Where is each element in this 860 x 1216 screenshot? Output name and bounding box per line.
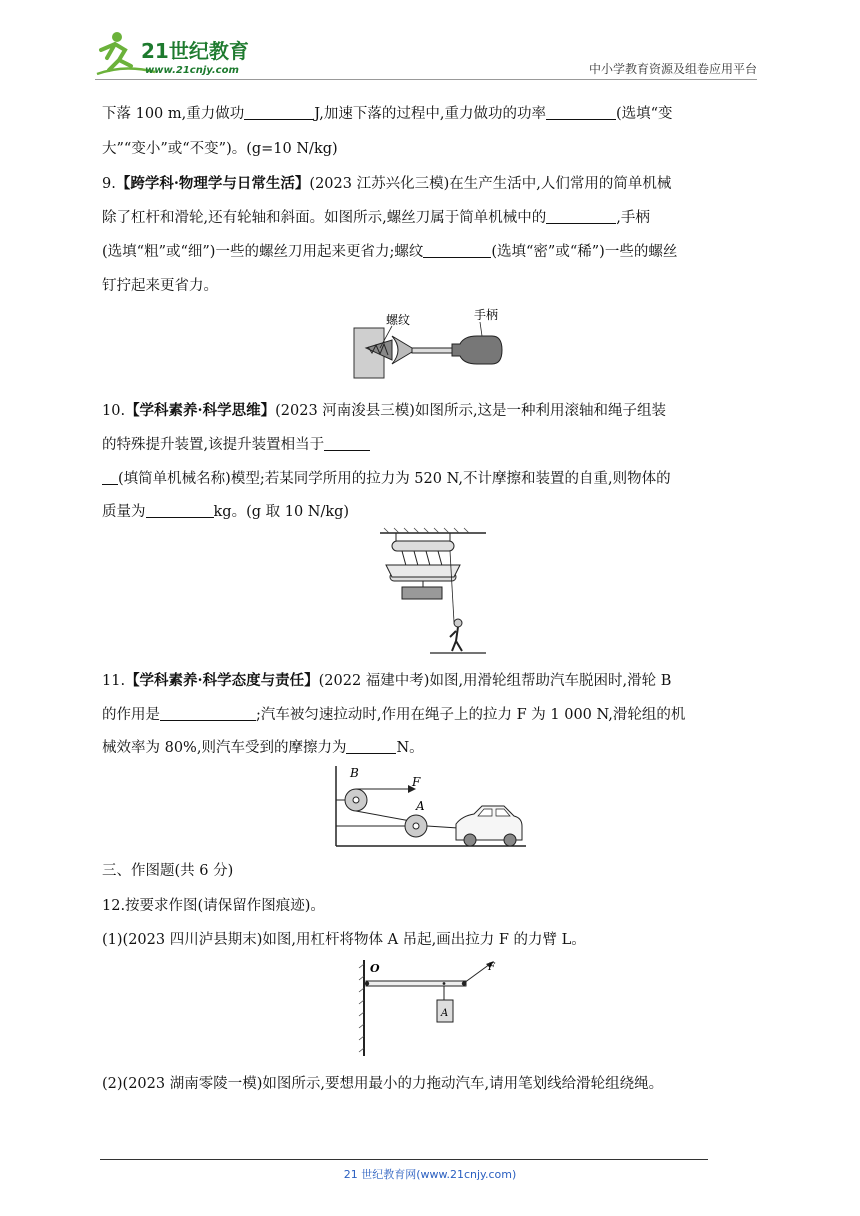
q11-line-1: 11.【学科素养·科学态度与责任】(2022 福建中考)如图,用滑轮组帮助汽车脱困时,滑轮 B [102, 672, 672, 689]
footer-text: 21 世纪教育网(www.21cnjy.com) [343, 1168, 517, 1181]
svg-text:F: F [412, 775, 421, 789]
q10-line-2: 的特殊提升装置,该提升装置相当于 [102, 435, 764, 455]
q8-line-1: 下落 100 m,重力做功 J,加速下落的过程中,重力做功的功率 (选填“变 [102, 106, 673, 122]
q8-line-2: 大”“变小”或“不变”)。(g=10 N/kg) [102, 141, 338, 157]
platform-name: 中小学教育资源及组卷应用平台 [588, 62, 757, 76]
lever-figure [358, 958, 508, 1058]
section3-title: 三、作图题(共 6 分) [102, 863, 234, 879]
screwdriver-figure [352, 308, 512, 380]
q9-line-4: 钉拧起来更省力。 [102, 278, 218, 294]
q10-line-1: 10.【学科素养·科学思维】(2023 河南浚县三模)如图所示,这是一种利用滚轴和绳子组装 [102, 402, 667, 419]
q11-line-2: 的作用是 ;汽车被匀速拉动时,作用在绳子上的拉力 F 为 1 000 N,滑轮组的机 [102, 707, 686, 723]
svg-text:www.21cnjy.com: www.21cnjy.com [145, 65, 239, 76]
pulley-car-figure [332, 764, 528, 850]
q10-line-3: (填简单机械名称)模型;若某同学所用的拉力为 520 N,不计摩擦和装置的自重,则物体的 [102, 469, 764, 489]
logo [95, 28, 260, 80]
q10-line-4: 质量为 kg。(g 取 10 N/kg) [102, 504, 350, 520]
q12-part2: (2)(2023 湖南零陵一模)如图所示,要想用最小的力拖动汽车,请用笔划线给滑轮组绕绳。 [102, 1076, 664, 1092]
q12-stem: 12.按要求作图(请保留作图痕迹)。 [102, 898, 325, 914]
header-rule [95, 79, 757, 80]
svg-text:F: F [488, 962, 495, 973]
svg-text:B: B [350, 766, 359, 780]
svg-text:螺纹: 螺纹 [386, 313, 411, 327]
svg-text:手柄: 手柄 [474, 308, 499, 322]
svg-text:O: O [370, 962, 380, 975]
svg-text:A: A [416, 799, 425, 813]
footer-rule [100, 1159, 708, 1160]
q9-line-3: (选填“粗”或“细”)一些的螺丝刀用起来更省力;螺纹 (选填“密”或“稀”)一些的螺丝 [102, 244, 678, 260]
roller-lift-figure [378, 527, 488, 657]
svg-text:21世纪教育: 21世纪教育 [141, 39, 249, 63]
svg-text:A: A [441, 1008, 449, 1019]
q9-line-2: 除了杠杆和滑轮,还有轮轴和斜面。如图所示,螺丝刀属于简单机械中的 ,手柄 [102, 210, 650, 226]
q11-line-3: 械效率为 80%,则汽车受到的摩擦力为 N。 [102, 740, 424, 756]
q12-part1: (1)(2023 四川泸县期末)如图,用杠杆将物体 A 吊起,画出拉力 F 的力臂 L。 [102, 932, 586, 948]
q9-line-1: 9.【跨学科·物理学与日常生活】(2023 江苏兴化三模)在生产生活中,人们常用的简单机械 [102, 175, 672, 192]
